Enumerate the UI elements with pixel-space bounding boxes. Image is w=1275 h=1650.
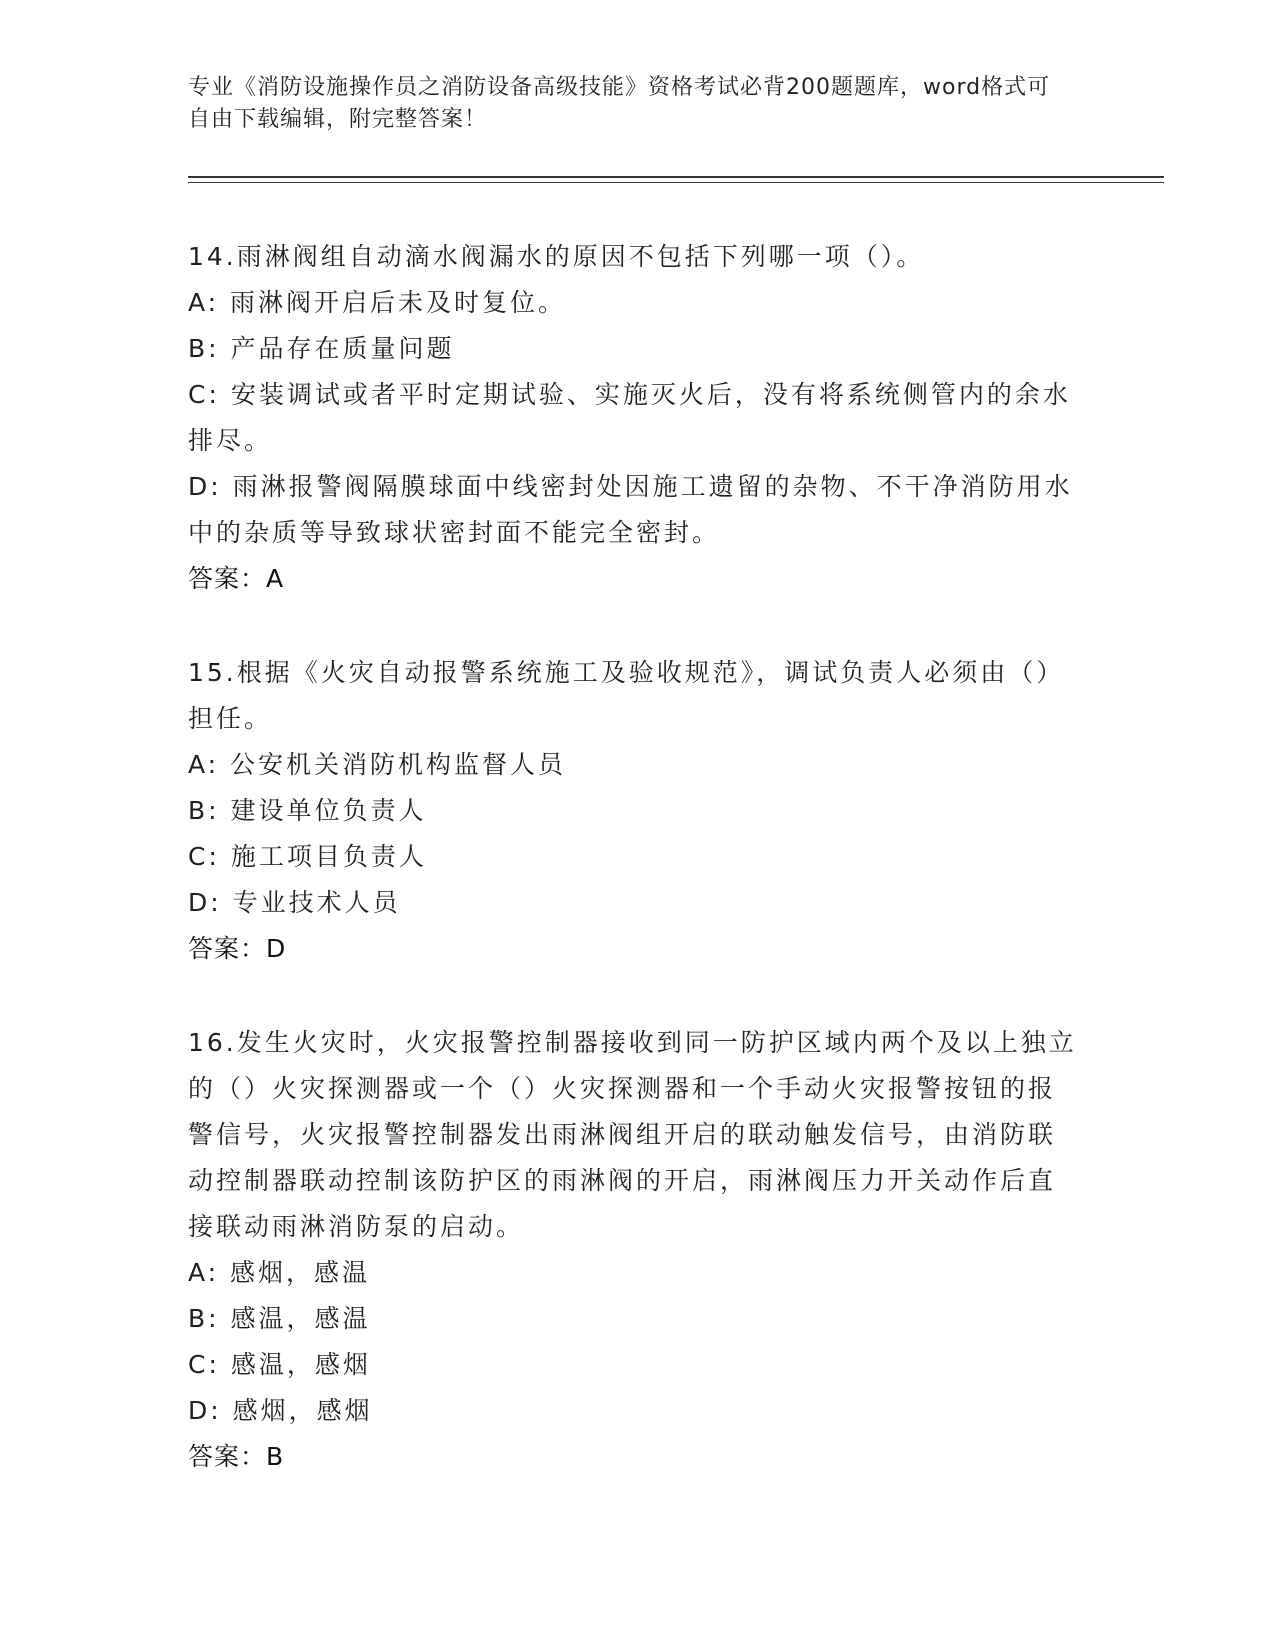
option-c: C: 感温，感烟	[188, 1350, 371, 1379]
header-divider-thin	[188, 182, 1164, 183]
option-b: B: 建设单位负责人	[188, 796, 427, 825]
question-16	[188, 1020, 1078, 1480]
option-c: C: 施工项目负责人	[188, 842, 427, 871]
question-stem: 14.雨淋阀组自动滴水阀漏水的原因不包括下列哪一项（）。	[188, 242, 925, 271]
answer-label: 答案：A	[188, 564, 285, 593]
option-a: A: 感烟，感温	[188, 1258, 371, 1287]
answer-label: 答案：B	[188, 1442, 285, 1471]
answer-label: 答案：D	[188, 934, 287, 963]
option-b: B: 产品存在质量问题	[188, 334, 455, 363]
question-list	[188, 234, 1078, 1528]
question-14	[188, 234, 1078, 602]
question-15	[188, 650, 1078, 972]
option-d: D: 感烟，感烟	[188, 1396, 373, 1425]
option-c: C: 安装调试或者平时定期试验、实施灭火后，没有将系统侧管内的余水排尽。	[188, 380, 1071, 455]
question-stem: 16.发生火灾时，火灾报警控制器接收到同一防护区域内两个及以上独立的（）火灾探测器或一个（）火灾探测器和一个手动火灾报警按钮的报警信号，火灾报警控制器发出雨淋阀组开启的联动触发信号，由消防联动控制器联动控制该防护区的雨淋阀的开启，雨淋阀压力开关动作后直接联动雨淋消防泵的启动。	[188, 1028, 1077, 1241]
question-stem: 15.根据《火灾自动报警系统施工及验收规范》，调试负责人必须由（）担任。	[188, 658, 1065, 733]
option-a: A: 雨淋阀开启后未及时复位。	[188, 288, 567, 317]
header-divider-thick	[188, 176, 1164, 178]
option-d: D: 雨淋报警阀隔膜球面中线密封处因施工遗留的杂物、不干净消防用水中的杂质等导致球状密封面不能完全密封。	[188, 472, 1073, 547]
option-b: B: 感温，感温	[188, 1304, 371, 1333]
document-header: 专业《消防设施操作员之消防设备高级技能》资格考试必背200题题库，word格式可自由下载编辑，附完整答案！	[188, 75, 1051, 132]
option-d: D: 专业技术人员	[188, 888, 401, 917]
option-a: A: 公安机关消防机构监督人员	[188, 750, 567, 779]
